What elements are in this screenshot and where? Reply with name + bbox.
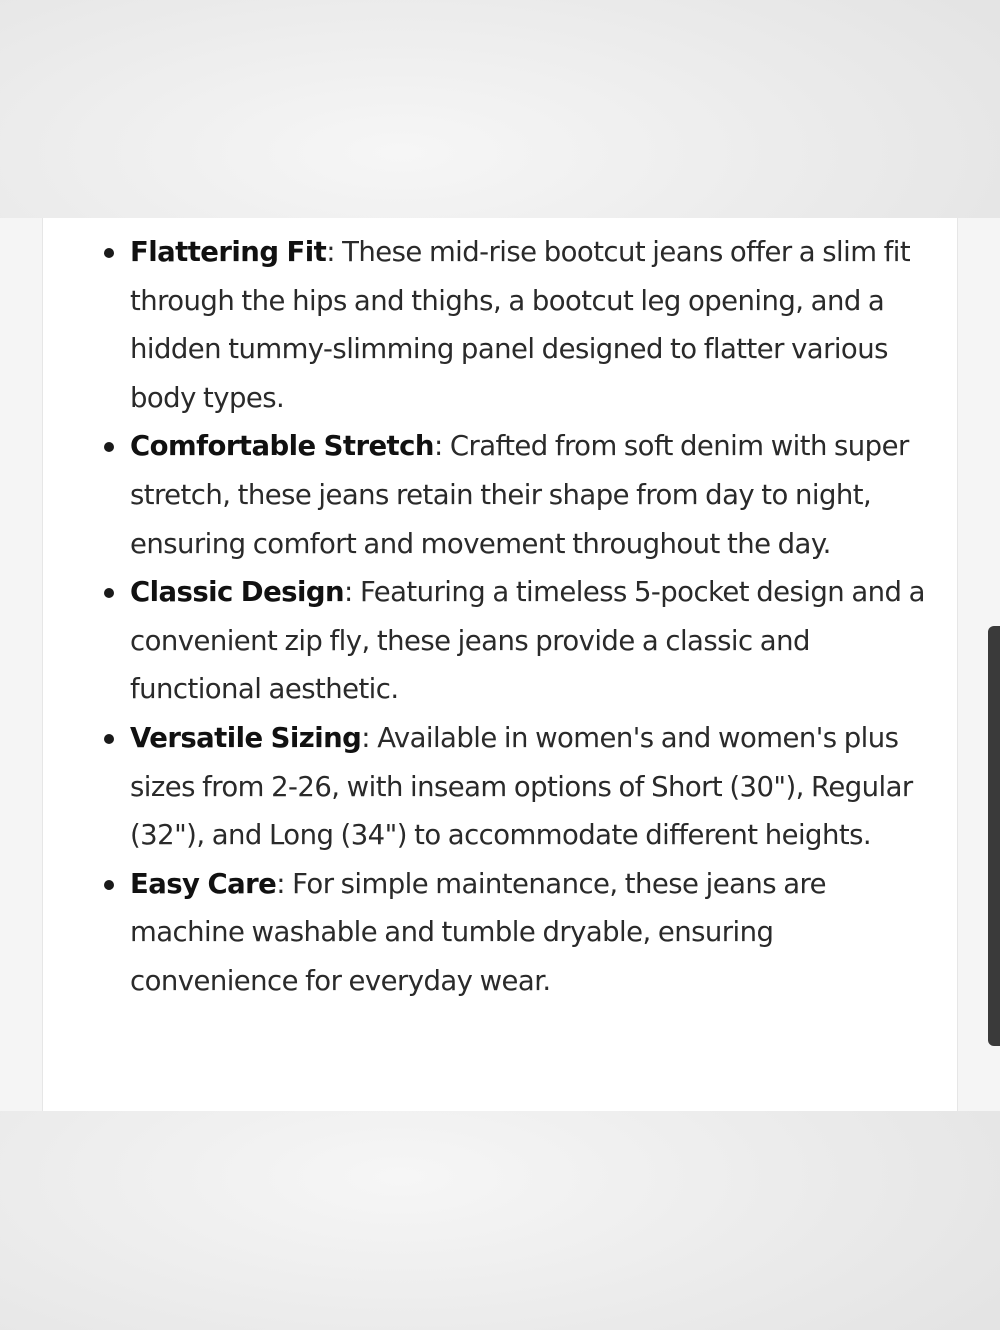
feature-list bbox=[130, 228, 930, 1006]
bullet-icon bbox=[104, 734, 114, 744]
feature-term: Versatile Sizing bbox=[130, 721, 362, 754]
bullet-icon bbox=[104, 248, 114, 258]
feature-term: Classic Design bbox=[130, 576, 345, 609]
feature-description: : Available in women's and women's plus sizes from 2-26, with inseam options of Short (30"), Regular (32"), and Long (34") to accommodate different heights. bbox=[130, 721, 913, 852]
feature-term: Comfortable Stretch bbox=[130, 430, 434, 463]
feature-item-flattering-fit bbox=[130, 228, 930, 422]
feature-term: Easy Care bbox=[130, 867, 277, 900]
feature-description: : Crafted from soft denim with super stretch, these jeans retain their shape from day to night, ensuring comfort and movement throughout the day. bbox=[130, 430, 909, 560]
feature-item-classic-design bbox=[130, 568, 930, 714]
feature-description: : Featuring a timeless 5-pocket design and a convenient zip fly, these jeans provide a classic and functional aesthetic. bbox=[130, 576, 925, 706]
feature-term: Flattering Fit bbox=[130, 236, 327, 268]
feature-description: : These mid-rise bootcut jeans offer a slim fit through the hips and thighs, a bootcut leg opening, and a hidden tummy-slimming panel designed to flatter various body types. bbox=[130, 236, 911, 414]
blurred-background-top bbox=[0, 0, 1000, 218]
blurred-background-bottom bbox=[0, 1111, 1000, 1330]
feature-description: : For simple maintenance, these jeans are machine washable and tumble dryable, ensuring convenience for everyday wear. bbox=[130, 867, 827, 997]
feature-item-easy-care bbox=[130, 860, 930, 1006]
feature-item-comfortable-stretch bbox=[130, 422, 930, 568]
scrollbar[interactable] bbox=[988, 626, 1000, 1046]
feature-item-versatile-sizing bbox=[130, 714, 930, 860]
bullet-icon bbox=[104, 880, 114, 890]
